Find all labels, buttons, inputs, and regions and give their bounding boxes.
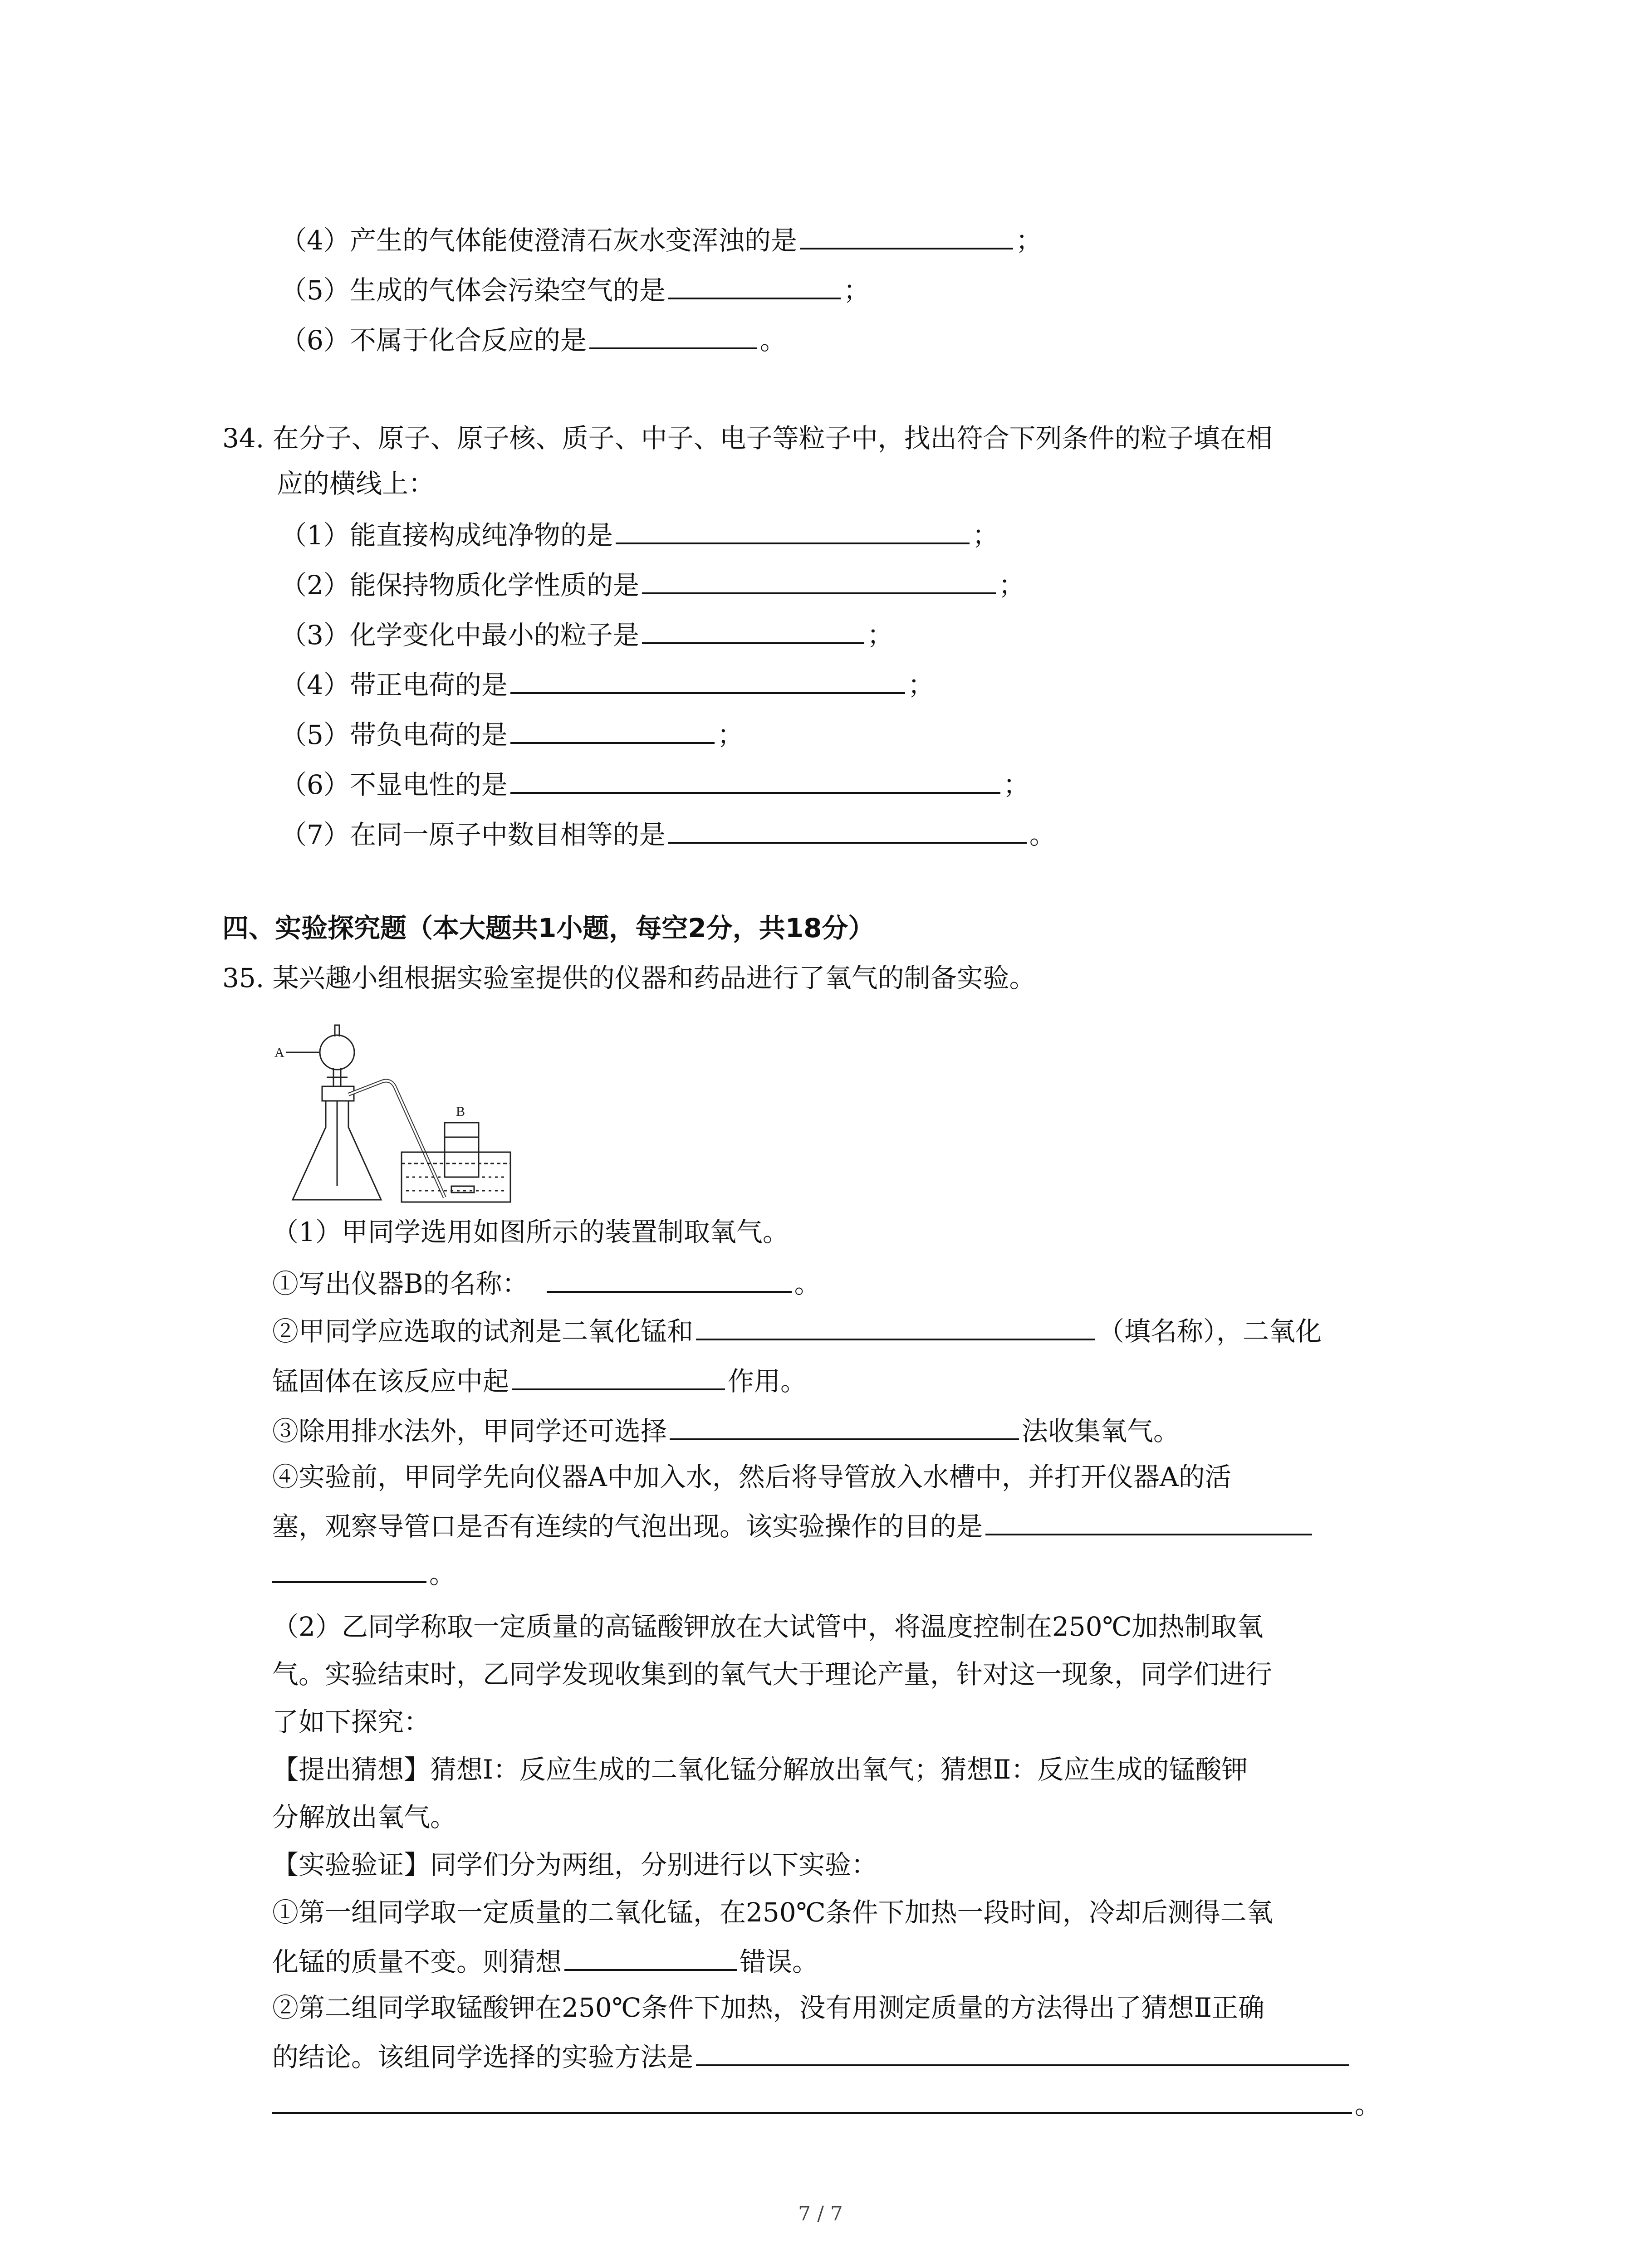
answer-blank[interactable] — [510, 717, 715, 744]
answer-blank[interactable] — [642, 567, 996, 594]
answer-blank[interactable] — [642, 617, 864, 644]
q35-item-3-text-b: 法收集氧气。 — [1022, 1416, 1180, 1447]
q35-item-2-text-b: （填名称），二氧化 — [1098, 1316, 1322, 1347]
answer-blank[interactable] — [272, 2087, 1352, 2114]
punct: 。 — [429, 1559, 456, 1589]
q35-item-4-line2 — [272, 1508, 1315, 1543]
q35-part-2-line1: （2）乙同学称取一定质量的高锰酸钾放在大试管中，将温度控制在250℃加热制取氧 — [272, 1611, 1264, 1642]
page-number: 7 / 7 — [798, 2202, 843, 2225]
verification-heading: 【实验验证】同学们分为两组，分别进行以下实验： — [272, 1849, 878, 1880]
hypothesis-line2: 分解放出氧气。 — [272, 1802, 457, 1833]
fig-label-b: B — [456, 1104, 465, 1119]
answer-blank[interactable] — [668, 272, 841, 299]
answer-blank[interactable] — [512, 1363, 725, 1390]
q34-stem-line1: 34. 在分子、原子、原子核、质子、中子、电子等粒子中，找出符合下列条件的粒子填在相 — [222, 423, 1273, 454]
answer-blank[interactable] — [616, 517, 970, 544]
q35-item-3-text: ③除用排水法外，甲同学还可选择 — [272, 1416, 667, 1447]
q34-item-6-text: （6）不显电性的是 — [280, 769, 508, 800]
q34-item-3 — [280, 617, 893, 651]
punct: ； — [717, 719, 744, 750]
q33-item-5-text: （5）生成的气体会污染空气的是 — [280, 275, 666, 306]
oxygen-apparatus-diagram — [272, 1018, 526, 1213]
q34-item-1 — [280, 517, 999, 552]
q35-item-3 — [272, 1413, 1180, 1447]
answer-blank[interactable] — [696, 1313, 1095, 1340]
q35-item-4-line1: ④实验前，甲同学先向仪器A中加入水，然后将导管放入水槽中，并打开仪器A的活 — [272, 1461, 1231, 1492]
punct: 。 — [794, 1268, 821, 1299]
q35-part-1: （1）甲同学选用如图所示的装置制取氧气。 — [272, 1217, 789, 1247]
q35-item-2-text-d: 作用。 — [728, 1366, 807, 1397]
punct: ； — [1015, 225, 1042, 256]
q34-item-1-text: （1）能直接构成纯净物的是 — [280, 520, 613, 551]
q35-part-2-line2: 气。实验结束时，乙同学发现收集到的氧气大于理论产量，针对这一现象，同学们进行 — [272, 1659, 1273, 1690]
q35-part-2-line3: 了如下探究： — [272, 1706, 431, 1737]
q33-item-6-text: （6）不属于化合反应的是 — [280, 325, 587, 356]
experiment-2-text: 的结论。该组同学选择的实验方法是 — [272, 2042, 694, 2072]
answer-blank[interactable] — [800, 222, 1013, 249]
q35-item-2-text: ②甲同学应选取的试剂是二氧化锰和 — [272, 1316, 694, 1347]
experiment-1-line1: ①第一组同学取一定质量的二氧化锰，在250℃条件下加热一段时间，冷却后测得二氧 — [272, 1897, 1273, 1928]
q33-item-5 — [280, 272, 870, 307]
q34-item-2 — [280, 567, 1025, 601]
q34-item-2-text: （2）能保持物质化学性质的是 — [280, 570, 639, 601]
q33-item-4 — [280, 222, 1042, 257]
q35-item-2-line2 — [272, 1363, 807, 1398]
q34-item-4 — [280, 667, 934, 701]
experiment-1-text: 化锰的质量不变。则猜想 — [272, 1946, 562, 1977]
punct: 。 — [759, 325, 786, 356]
q35-item-1-text: ①写出仪器B的名称： — [272, 1268, 529, 1299]
answer-blank[interactable] — [668, 816, 1027, 844]
q35-item-2-text-c: 锰固体在该反应中起 — [272, 1366, 509, 1397]
q35-item-1 — [272, 1266, 821, 1300]
q34-item-5-text: （5）带负电荷的是 — [280, 719, 508, 750]
section-heading: 四、实验探究题（本大题共1小题，每空2分，共18分） — [222, 913, 875, 943]
answer-blank[interactable] — [985, 1508, 1312, 1535]
fig-label-a: A — [274, 1045, 284, 1060]
answer-blank[interactable] — [589, 322, 757, 349]
experiment-1-line2 — [272, 1944, 818, 1978]
answer-blank[interactable] — [547, 1266, 792, 1293]
punct: ； — [907, 670, 934, 700]
experiment-2-line1: ②第二组同学取锰酸钾在250℃条件下加热，没有用测定质量的方法得出了猜想Ⅱ正确 — [272, 1992, 1265, 2023]
q33-item-6 — [280, 322, 786, 357]
answer-blank[interactable] — [564, 1944, 737, 1971]
punct: 。 — [1029, 819, 1056, 850]
experiment-1-text-b: 错误。 — [740, 1946, 819, 1977]
answer-blank[interactable] — [670, 1413, 1019, 1440]
q35-item-2-line1 — [272, 1313, 1322, 1348]
experiment-2-line2 — [272, 2039, 1352, 2073]
q35-item-4-line3 — [272, 1556, 456, 1590]
q35-stem: 35. 某兴趣小组根据实验室提供的仪器和药品进行了氧气的制备实验。 — [222, 963, 1036, 993]
q34-item-5 — [280, 717, 744, 751]
experiment-2-line3 — [272, 2087, 1381, 2121]
q34-stem-line2: 应的横线上： — [277, 468, 435, 499]
answer-blank[interactable] — [510, 767, 1000, 794]
hypothesis-line1: 【提出猜想】猜想Ⅰ：反应生成的二氧化锰分解放出氧气；猜想Ⅱ：反应生成的锰酸钾 — [272, 1754, 1248, 1785]
q35-item-4-text: 塞，观察导管口是否有连续的气泡出现。该实验操作的目的是 — [272, 1511, 983, 1542]
q34-item-6 — [280, 767, 1029, 801]
punct: ； — [867, 620, 893, 650]
punct: ； — [972, 520, 999, 551]
answer-blank[interactable] — [272, 1556, 426, 1583]
punct: ； — [843, 275, 870, 306]
q34-item-3-text: （3）化学变化中最小的粒子是 — [280, 620, 639, 650]
q34-item-7-text: （7）在同一原子中数目相等的是 — [280, 819, 666, 850]
answer-blank[interactable] — [696, 2039, 1349, 2066]
punct: ； — [998, 570, 1025, 601]
q34-item-7 — [280, 816, 1056, 851]
q34-item-4-text: （4）带正电荷的是 — [280, 670, 508, 700]
q33-item-4-text: （4）产生的气体能使澄清石灰水变浑浊的是 — [280, 225, 797, 256]
punct: 。 — [1355, 2089, 1381, 2120]
answer-blank[interactable] — [510, 667, 905, 694]
punct: ； — [1003, 769, 1029, 800]
